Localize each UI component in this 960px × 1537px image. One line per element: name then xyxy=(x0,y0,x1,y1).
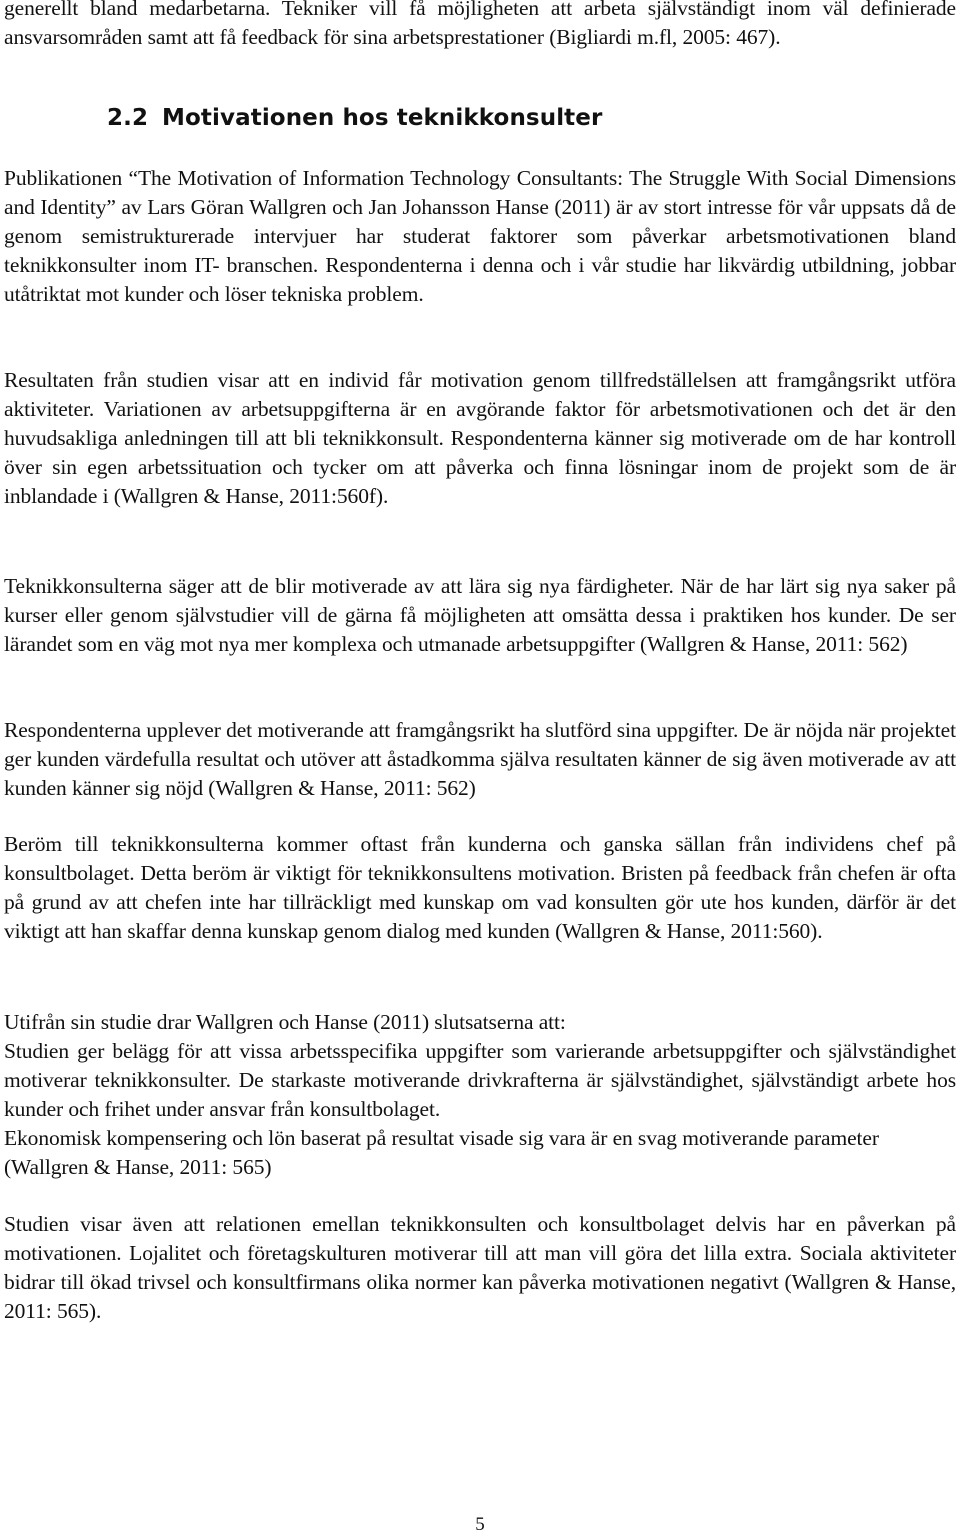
conclusions-tail: Ekonomisk kompensering och lön baserat på resultat visade sig vara är en svag motiverande parameter (Wallgren & Hanse, 2011: 565) xyxy=(4,1126,879,1179)
section-heading xyxy=(107,103,602,133)
intro-paragraph: generellt bland medarbetarna. Tekniker vill få möjligheten att arbeta självständigt inom väl definierade ansvarsområden samt att få feedback för sina arbetsprestationer (Bigliardi m.fl, 2005: 467). xyxy=(4,0,956,49)
paragraph: Beröm till teknikkonsulterna kommer oftast från kunderna och ganska sällan från individens chef på konsultbolaget. Detta beröm är viktigt för teknikkonsultens motivation. Bristen på feedback från chefen är ofta på grund av att chefen inte har tillräckligt med kunskap om vad konsulten gör ute hos kunden, därför är det viktigt att han skaffar denna kunskap genom dialog med kunden (Wallgren & Hanse, 2011:560). xyxy=(4,832,956,943)
conclusions-body: Studien ger belägg för att vissa arbetsspecifika uppgifter som varierande arbetsuppgifter och självständighet motiverar teknikkonsulter. De starkaste motiverande drivkrafterna är självständighet, självständigt arbete hos kunder och frihet under ansvar från konsultbolaget. xyxy=(4,1039,956,1121)
paragraph: Resultaten från studien visar att en individ får motivation genom tillfredställelsen att framgångsrikt utföra aktiviteter. Variationen av arbetsuppgifterna är en avgörande faktor för arbetsmotivationen och det är den huvudsakliga anledningen till att bli teknikkonsult. Respondenterna känner sig motiverade om de har kontroll över sin egen arbetssituation och tycker om att påverka och finna lösningar inom de projekt som de är inblandade i (Wallgren & Hanse, 2011:560f). xyxy=(4,368,956,508)
section-number: 2.2 xyxy=(107,105,149,131)
page-number: 5 xyxy=(475,1514,485,1535)
paragraph: Respondenterna upplever det motiverande att framgångsrikt ha slutförd sina uppgifter. De är nöjda när projektet ger kunden värdefulla resultat och utöver att åstadkomma själva resultaten känner de sig även motiverade av att kunden känner sig nöjd (Wallgren & Hanse, 2011: 562) xyxy=(4,718,956,800)
paragraph-praise xyxy=(4,830,956,946)
paragraph-relation xyxy=(4,1210,956,1326)
paragraph-completion xyxy=(4,716,956,803)
paragraph-publication xyxy=(4,164,956,309)
paragraph: Studien visar även att relationen emellan teknikkonsulten och konsultbolaget delvis har en påverkan på motivationen. Lojalitet och företagskulturen motiverar till att man vill göra det lilla extra. Sociala aktiviteter bidrar till ökad trivsel och konsultfirmans olika normer kan påverka motivationen negativt (Wallgren & Hanse, 2011: 565). xyxy=(4,1212,956,1323)
section-title: Motivationen hos teknikkonsulter xyxy=(162,105,603,131)
paragraph: Teknikkonsulterna säger att de blir motiverade av att lära sig nya färdigheter. När de har lärt sig nya saker på kurser eller genom självstudier vill de gärna få möjligheten att omsätta dessa i praktiken hos kunder. De ser lärandet som en väg mot nya mer komplexa och utmanade arbetsuppgifter (Wallgren & Hanse, 2011: 562) xyxy=(4,574,956,656)
paragraph-results xyxy=(4,366,956,511)
conclusions-lead: Utifrån sin studie drar Wallgren och Hanse (2011) slutsatserna att: xyxy=(4,1010,566,1034)
paragraph-skills xyxy=(4,572,956,659)
conclusions-block xyxy=(4,1008,956,1182)
paragraph: Publikationen “The Motivation of Information Technology Consultants: The Struggle With Social Dimensions and Identity” av Lars Göran Wallgren och Jan Johansson Hanse (2011) är av stort intresse för vår uppsats då de genom semistrukturerade intervjuer har studerat faktorer som påverkar arbetsmotivationen bland teknikkonsulter inom IT- branschen. Respondenterna i denna och i vår studie har likvärdig utbildning, jobbar utåtriktat mot kunder och löser tekniska problem. xyxy=(4,166,956,306)
